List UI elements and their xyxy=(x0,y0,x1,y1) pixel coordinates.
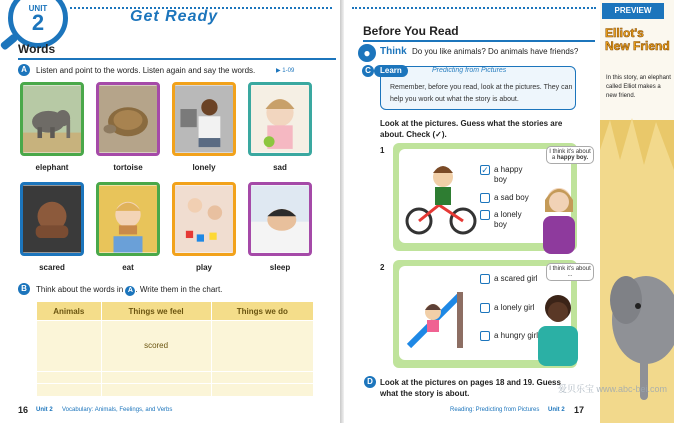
sleeping-child-picture xyxy=(251,185,309,253)
right-footer-topic: Reading: Predicting from Pictures xyxy=(450,407,540,413)
checkbox-lonely-girl[interactable] xyxy=(480,303,490,313)
elephant-picture xyxy=(23,85,81,153)
left-footer-topic: Vocabulary: Animals, Feelings, and Verbs xyxy=(62,407,173,413)
chart-header-animals: Animals xyxy=(37,302,102,321)
caption-scared: scared xyxy=(39,263,65,272)
think-label: Think xyxy=(380,46,407,57)
chart-cell[interactable] xyxy=(211,371,313,384)
bubble-1-text: I think it's about a xyxy=(549,149,591,161)
chart-header-do: Things we do xyxy=(211,302,313,321)
unit-number: 2 xyxy=(31,10,45,35)
preview-panel xyxy=(600,0,674,423)
section-title: Get Ready xyxy=(130,8,219,25)
caption-lonely: lonely xyxy=(192,163,216,172)
right-page-number: 17 xyxy=(574,405,585,415)
speaker-icon: ▶ xyxy=(276,68,281,74)
option-hungry-girl: a hungry girl xyxy=(494,331,539,340)
photo-sad xyxy=(248,82,312,156)
left-footer-unit: Unit 2 xyxy=(36,407,53,413)
audio-track[interactable] xyxy=(276,67,294,74)
lonely-boy-picture xyxy=(175,85,233,153)
right-header-dotted-line xyxy=(352,7,596,9)
photo-eat xyxy=(96,182,160,256)
words-instruction: Listen and point to the words. Listen again and say the words. xyxy=(36,66,256,75)
boy-on-bike-picture xyxy=(399,149,485,243)
chart-cell[interactable] xyxy=(211,384,313,397)
table-row xyxy=(37,321,314,372)
chart-instruction-pre: Think about the words in xyxy=(36,285,124,294)
right-footer-unit: Unit 2 xyxy=(548,407,565,413)
learn-text: Remember, before you read, look at the pictures. They can help you work out what the story is about. xyxy=(390,84,573,103)
word-chart xyxy=(36,301,314,397)
photo-elephant xyxy=(20,82,84,156)
chart-cell[interactable] xyxy=(101,384,211,397)
question-1-number: 1 xyxy=(380,146,385,155)
left-page-number: 16 xyxy=(18,405,29,415)
unit-word: UNIT xyxy=(28,4,48,13)
tortoise-picture xyxy=(99,85,157,153)
chart-instruction xyxy=(36,285,222,296)
checkbox-sad-boy[interactable] xyxy=(480,193,490,203)
audio-track-label: 1-09 xyxy=(282,68,295,74)
preview-tab: PREVIEW xyxy=(602,3,664,19)
caption-sleep: sleep xyxy=(269,263,291,272)
speech-bubble-1 xyxy=(546,146,594,164)
question-2-number: 2 xyxy=(380,263,385,272)
chart-cell[interactable] xyxy=(211,321,313,372)
photo-lonely xyxy=(172,82,236,156)
think-bubble-icon: ● xyxy=(358,44,376,62)
girl-photo-1 xyxy=(535,178,583,254)
think-question: Do you like animals? Do animals have friends? xyxy=(412,47,579,56)
book-1-left-page xyxy=(399,149,485,243)
d-instruction: Look at the pictures on pages 18 and 19. Guess what the story is about. xyxy=(380,378,561,398)
caption-play: play xyxy=(195,263,212,272)
chart-cell[interactable] xyxy=(37,321,102,372)
badge-b: B xyxy=(18,283,30,295)
checkbox-happy-boy[interactable] xyxy=(480,165,490,175)
photo-scared xyxy=(20,182,84,256)
chart-header-feel: Things we feel xyxy=(101,302,211,321)
learn-pill: Learn xyxy=(374,65,408,77)
chart-cell[interactable] xyxy=(37,384,102,397)
option-scared-girl: a scared girl xyxy=(494,274,538,283)
caption-tortoise: tortoise xyxy=(113,163,143,172)
checkbox-scared-girl[interactable] xyxy=(480,274,490,284)
check-mark-icon: ✓ xyxy=(481,165,489,175)
book-2-left-page xyxy=(399,266,485,360)
badge-a-reference: A xyxy=(125,286,135,296)
watermark: 爱贝乐宝 www.abc-bei.com xyxy=(558,384,668,394)
photo-sleep xyxy=(248,182,312,256)
badge-c: C xyxy=(362,65,374,77)
table-row xyxy=(37,384,314,397)
task-instruction: Look at the pictures. Guess what the stories are about. Check (✓). xyxy=(380,119,563,139)
before-you-read-title: Before You Read xyxy=(363,24,459,38)
option-sad-boy: a sad boy xyxy=(494,193,529,202)
unit-badge xyxy=(8,0,68,48)
chart-header-row xyxy=(37,302,314,321)
caption-sad: sad xyxy=(273,163,287,172)
sad-girl-picture xyxy=(251,85,309,153)
bubble-1-bold: happy boy. xyxy=(556,155,589,161)
option-happy-boy: a happy boy xyxy=(494,165,523,184)
checkbox-hungry-girl[interactable] xyxy=(480,331,490,341)
chart-cell[interactable] xyxy=(101,371,211,384)
table-row xyxy=(37,371,314,384)
playing-kids-picture xyxy=(175,185,233,253)
words-rule xyxy=(18,58,336,60)
words-title: Words xyxy=(18,42,56,56)
preview-text: In this story, an elephant called Elliot makes a new friend. xyxy=(606,75,671,99)
caption-eat: eat xyxy=(122,263,134,272)
before-rule xyxy=(363,40,595,42)
girl-photo-2 xyxy=(530,288,586,366)
photo-tortoise xyxy=(96,82,160,156)
chart-instruction-post: . Write them in the chart. xyxy=(135,285,223,294)
badge-a: A xyxy=(18,64,30,76)
girl-on-slide-picture xyxy=(399,266,485,360)
learn-subtitle: Predicting from Pictures xyxy=(432,67,507,74)
caption-elephant: elephant xyxy=(35,163,69,172)
photo-play xyxy=(172,182,236,256)
option-lonely-boy: a lonely boy xyxy=(494,210,522,229)
checkbox-lonely-boy[interactable] xyxy=(480,210,490,220)
chart-cell[interactable]: scored xyxy=(101,321,211,372)
preview-illustration xyxy=(600,0,674,423)
eating-girl-picture xyxy=(99,185,157,253)
badge-d: D xyxy=(364,376,376,388)
option-lonely-girl: a lonely girl xyxy=(494,303,535,312)
scared-boy-picture xyxy=(23,185,81,253)
speech-bubble-2: I think it's about ... xyxy=(546,263,594,281)
chart-cell[interactable] xyxy=(37,371,102,384)
preview-title: Elliot's New Friend xyxy=(605,26,670,53)
